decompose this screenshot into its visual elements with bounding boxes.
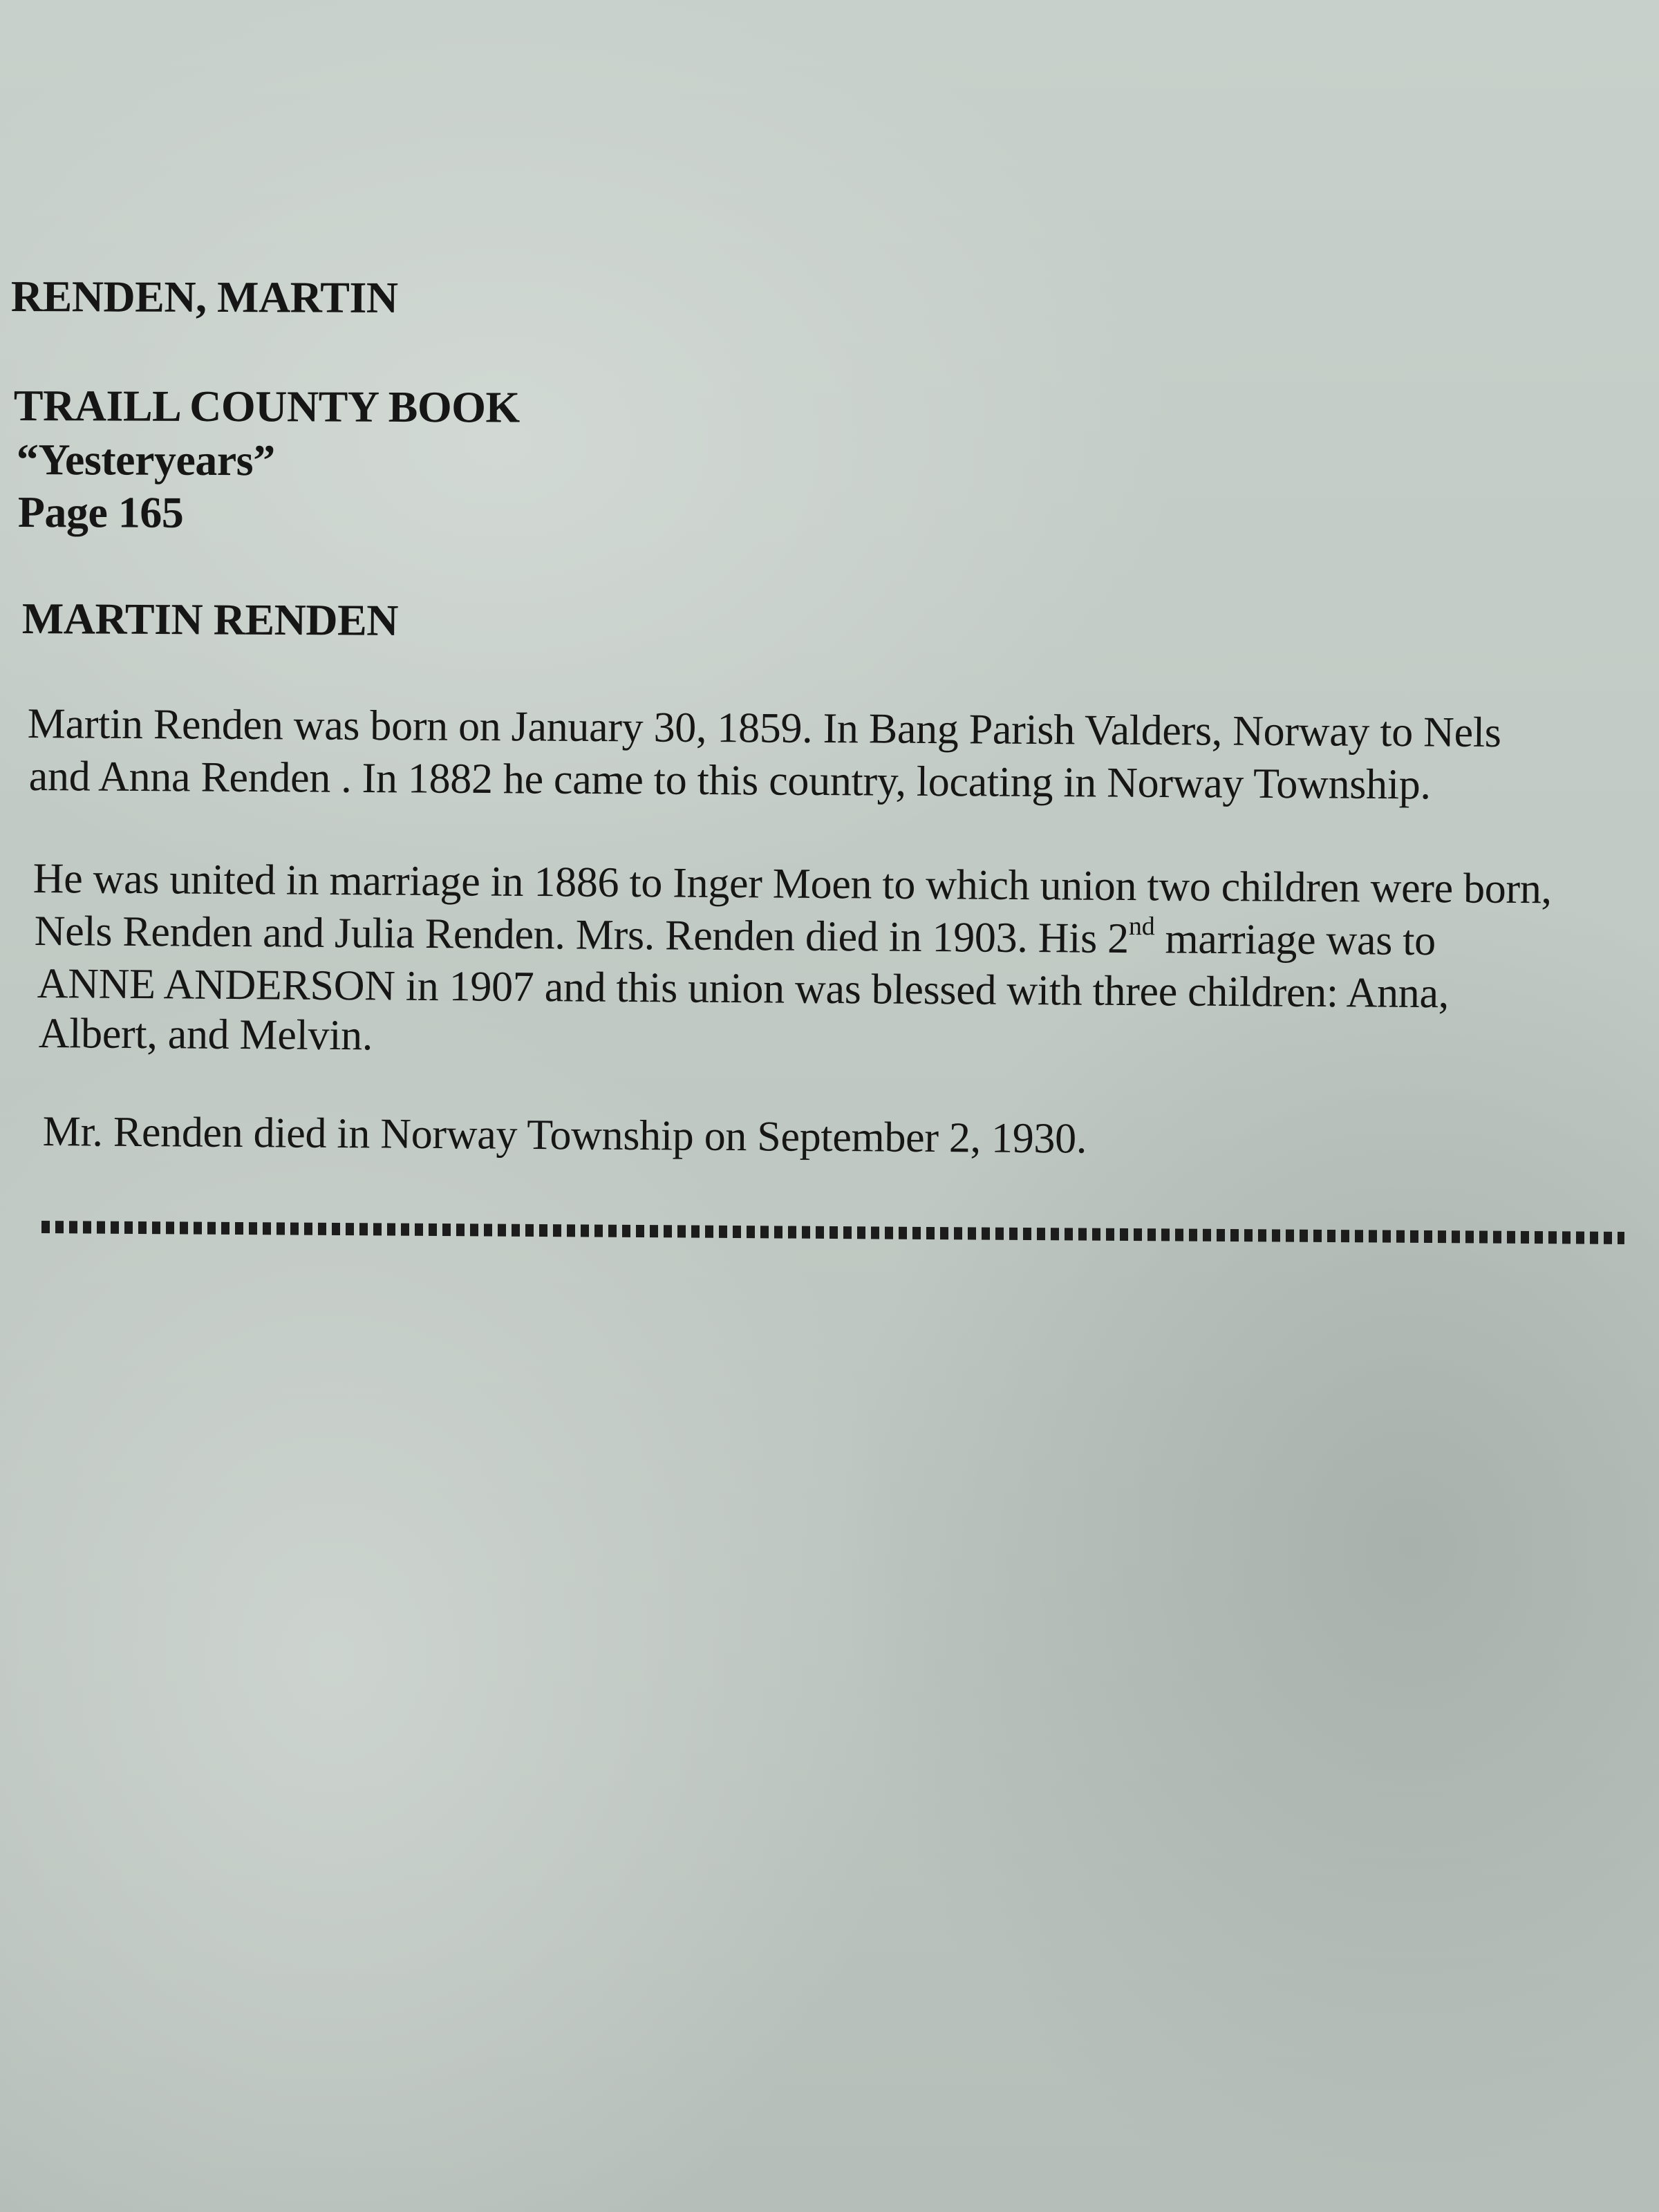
paragraph-3-line-1: Mr. Renden died in Norway Township on September 2, 1930. [42,1108,1087,1163]
page-reference: Page 165 [17,487,184,537]
paragraph-2-line-4: Albert, and Melvin. [38,1010,373,1060]
paragraph-2-line-3: ANNE ANDERSON in 1907 and this union was blessed with three children: Anna, [37,960,1450,1018]
name-heading: RENDEN, MARTIN [10,272,398,322]
paragraph-2-line-2 [35,907,1436,966]
article-title: MARTIN RENDEN [21,594,399,645]
paragraph-1-line-2: and Anna Renden . In 1882 he came to this country, locating in Norway Township. [28,753,1431,809]
paragraph-2-line-1: He was united in marriage in 1886 to Inger Moen to which union two children were born, [32,855,1552,913]
paragraph-2-line-2-tail: marriage was to [1154,915,1436,965]
book-subtitle: “Yesteryears” [16,435,275,485]
ordinal-suffix: nd [1128,912,1155,941]
paragraph-1-line-1: Martin Renden was born on January 30, 1859. In Bang Parish Valders, Norway to Nels [27,700,1501,757]
book-title: TRAILL COUNTY BOOK [13,381,520,432]
dotted-divider [41,1221,1624,1244]
paragraph-2-line-2-text: Nels Renden and Julia Renden. Mrs. Renden died in 1903. His 2 [34,908,1130,963]
